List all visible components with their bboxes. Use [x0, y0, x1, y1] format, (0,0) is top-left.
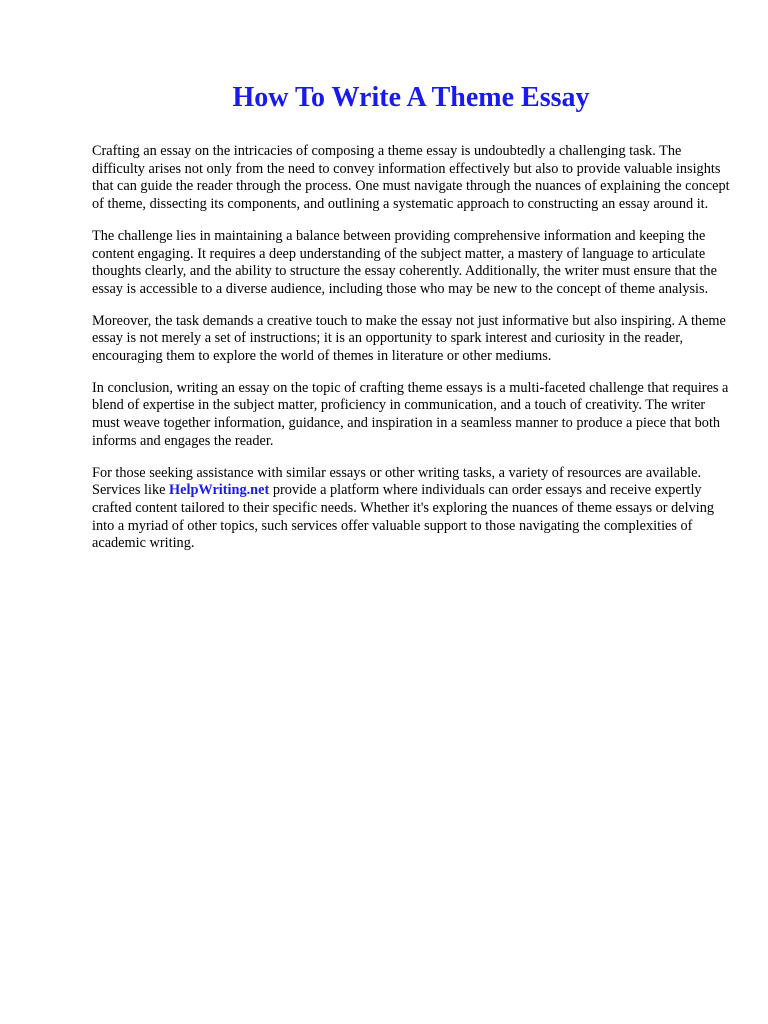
essay-body — [92, 143, 732, 567]
paragraph-1: Crafting an essay on the intricacies of composing a theme essay is undoubtedly a challenging task. The difficulty arises not only from the need to convey information effectively but also to provide valuable insights that can guide the reader through the process. One must navigate through the nuances of explaining the concept of theme, dissecting its components, and outlining a systematic approach to constructing an essay around it. — [92, 143, 730, 213]
paragraph-4: In conclusion, writing an essay on the topic of crafting theme essays is a multi-faceted challenge that requires a blend of expertise in the subject matter, proficiency in communication, and a touch of creativity. The writer must weave together information, guidance, and inspiration in a seamless manner to produce a piece that both informs and engages the reader. — [92, 379, 729, 449]
helpwriting-link[interactable]: HelpWriting.net — [169, 482, 270, 499]
paragraph-5-after-link: provide a platform where individuals can order essays and receive expertly crafted content tailored to their specific needs. Whether it's exploring the nuances of theme essays or delving into a myriad of other topics, such services offer valuable support to those navigating the complexities of academic writing. — [92, 482, 715, 552]
paragraph-3: Moreover, the task demands a creative touch to make the essay not just informative but also inspiring. A theme essay is not merely a set of instructions; it is an opportunity to spark interest and curiosity in the reader, encouraging them to explore the world of themes in literature or other mediums. — [92, 312, 726, 365]
paragraph-2: The challenge lies in maintaining a balance between providing comprehensive information and keeping the content engaging. It requires a deep understanding of the subject matter, a mastery of language to articulate thoughts clearly, and the ability to structure the essay coherently. Additionally, the writer must ensure that the essay is accessible to a diverse audience, including those who may be new to the concept of theme analysis. — [92, 227, 717, 297]
paragraph-5 — [92, 465, 732, 554]
page-title: How To Write A Theme Essay — [232, 82, 590, 113]
paragraph-5-before-link: For those seeking assistance with similar essays or other writing tasks, a variety of resources are available. Services like — [92, 464, 702, 499]
